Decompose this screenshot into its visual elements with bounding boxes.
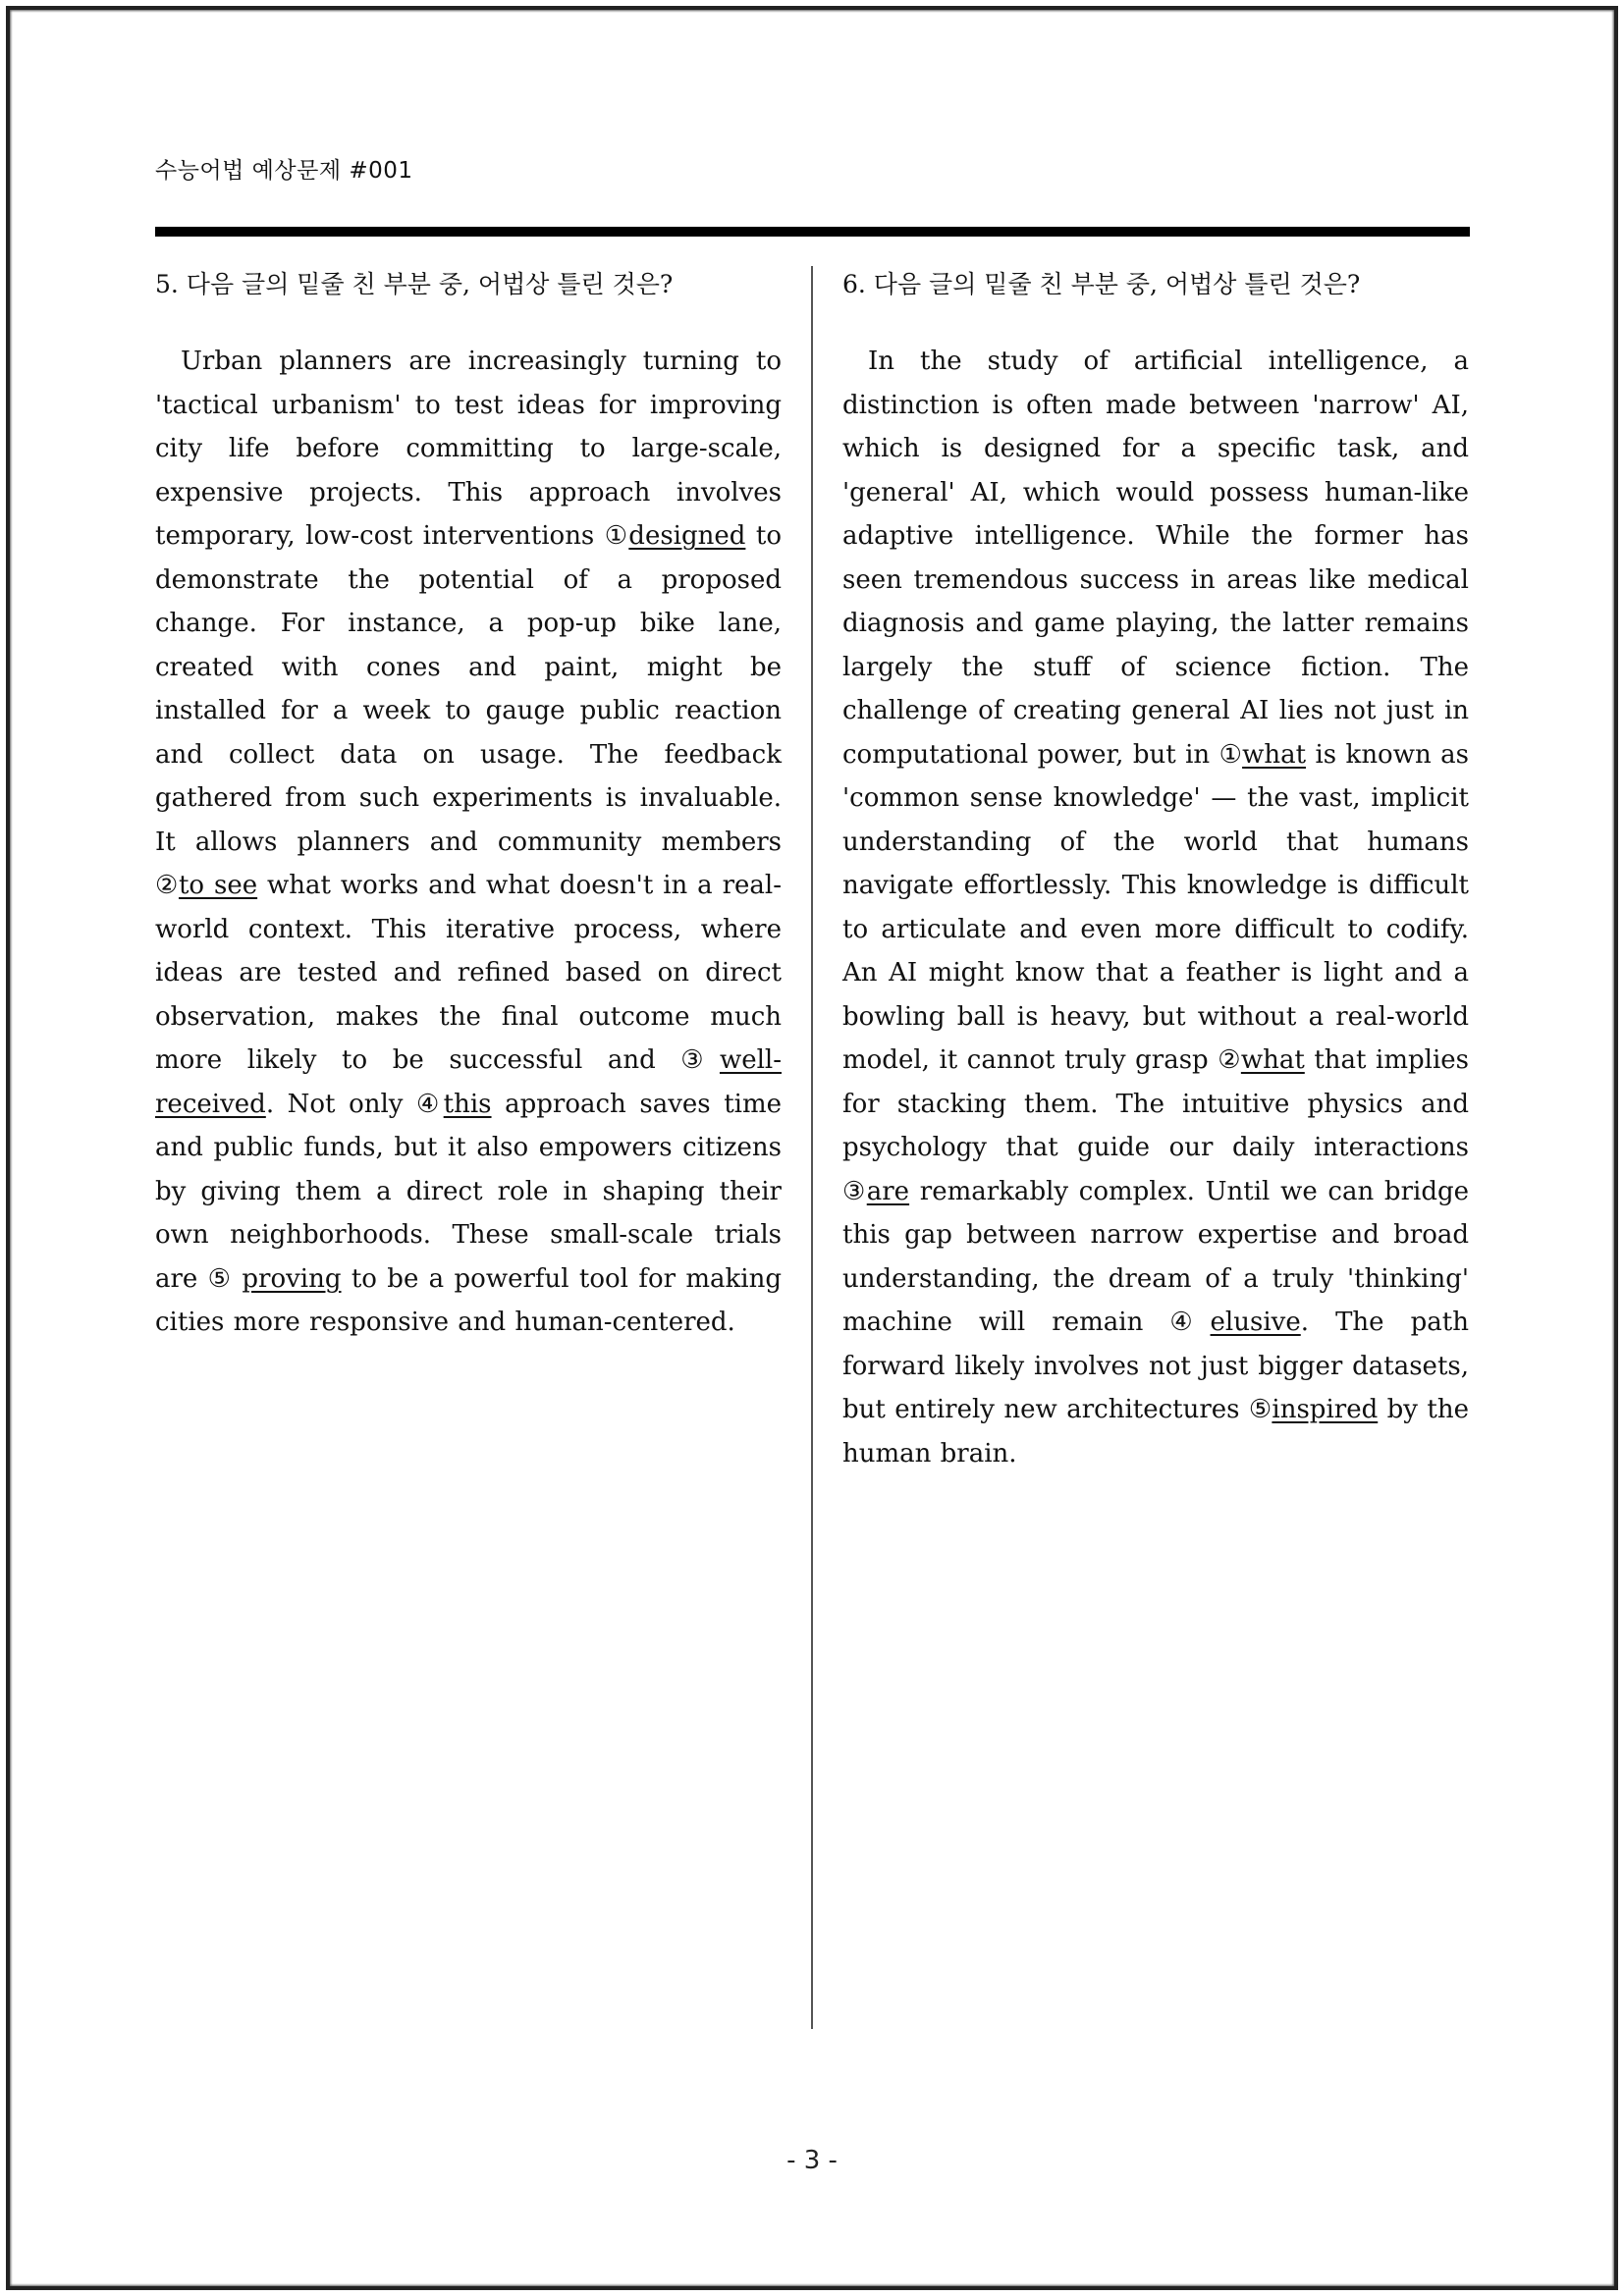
underlined-phrase: to see [178,871,258,900]
page-header: 수능어법 예상문제 #001 [155,158,413,184]
underlined-phrase: elusive [1210,1308,1301,1337]
passage-text: . Not only ④ [265,1089,444,1119]
underlined-phrase: are [866,1176,910,1206]
question-passage [155,340,782,1345]
passage-text: . The path forward likely involves not just bigger datasets, but entirely new architectures ⑤ [842,1308,1469,1424]
passage-text: remarkably complex. Until we can bridge this gap between narrow expertise and broad understanding, the dream of a truly 'thinking' machine will remain ④ [842,1176,1469,1337]
question-passage [842,340,1469,1475]
passage-text: by the human brain. [842,1395,1469,1468]
underlined-phrase: what [1240,1045,1305,1075]
underlined-phrase: designed [628,521,746,551]
passage-text: what works and what doesn't in a real-world context. This iterative process, where ideas are tested and refined based on direct observation, makes the final outcome much more likely to be successful and ③ [155,871,783,1075]
passage-text: Urban planners are increasingly turning to 'tactical urbanism' to test ideas for improving city life before committing to large-scale, expensive projects. This approach involves temporary, low-cost interventions ① [155,347,782,551]
question-6 [842,265,1469,1475]
underlined-phrase: proving [242,1263,342,1294]
column-divider [811,266,813,2029]
question-5 [155,265,782,1345]
passage-text: is known as 'common sense knowledge' — the vast, implicit understanding of the world that humans navigate effortlessly. This knowledge is difficult to articulate and even more difficult to codify. An AI might know that a feather is light and a bowling ball is heavy, but without a real-world model, it cannot truly grasp ② [842,739,1469,1075]
passage-text: In the study of artificial intelligence, a distinction is often made between 'narrow' AI, which is designed for a specific task, and 'general' AI, which would possess human-like adaptive intelligence. While the former has seen tremendous success in areas like medical diagnosis and game playing, the latter remains largely the stuff of science fiction. The challenge of creating general AI lies not just in computational power, but in ① [842,347,1469,770]
underlined-phrase: this [443,1089,492,1119]
header-rule [155,227,1470,237]
question-title: 5. 다음 글의 밑줄 친 부분 중, 어법상 틀린 것은? [155,270,674,298]
passage-text: to be a powerful tool for making cities more responsive and human-centered. [155,1263,782,1337]
question-title: 6. 다음 글의 밑줄 친 부분 중, 어법상 틀린 것은? [842,270,1361,298]
passage-text: approach saves time and public funds, but it also empowers citizens by giving them a direct role in shaping their own neighborhoods. These small-scale trials are ⑤ [155,1089,782,1294]
underlined-phrase: what [1242,739,1307,770]
underlined-phrase: well-received [155,1045,782,1119]
page-number: - 3 - [786,2146,838,2175]
passage-text: to demonstrate the potential of a proposed change. For instance, a pop-up bike lane, created with cones and paint, might be installed for a week to gauge public reaction and collect data on usage. The feedback gathered from such experiments is invaluable. It allows planners and community members ② [155,521,782,900]
passage-text: that implies for stacking them. The intuitive physics and psychology that guide our daily interactions ③ [842,1045,1470,1206]
underlined-phrase: inspired [1272,1395,1379,1424]
